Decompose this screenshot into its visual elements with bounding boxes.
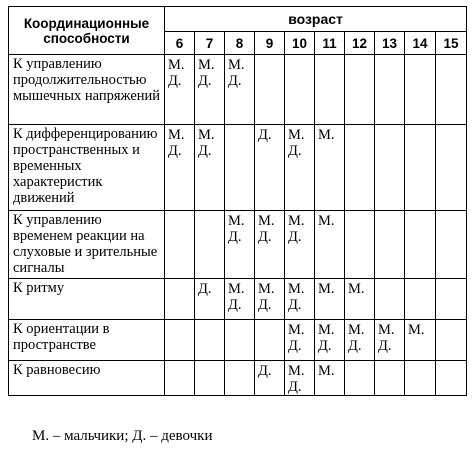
cell-mark: М.: [318, 213, 335, 229]
cell-mark: М.: [288, 363, 305, 379]
cell-mark: М.: [228, 213, 245, 229]
table-row: [9, 361, 467, 396]
age-cell: [345, 211, 375, 279]
cell-mark: М.: [318, 363, 335, 379]
header-age: возраст: [165, 7, 467, 32]
cell-mark: Д.: [258, 127, 272, 143]
cell-mark: Д.: [288, 379, 302, 395]
age-header: 8: [225, 32, 255, 55]
row-label: К управлению временем реакции на слуховые и зрительные сигналы: [9, 211, 165, 279]
age-cell: [436, 279, 467, 320]
cell-mark: Д.: [168, 143, 182, 159]
age-cell: [436, 361, 467, 396]
age-cell: [195, 320, 225, 361]
cell-mark: Д.: [288, 338, 302, 354]
age-cell: [345, 55, 375, 125]
cell-mark: М.: [288, 322, 305, 338]
age-cell: [255, 125, 285, 211]
age-cell: [165, 211, 195, 279]
age-header: 14: [405, 32, 436, 55]
age-cell: [255, 279, 285, 320]
age-cell: [315, 211, 345, 279]
legend-note: М. – мальчики; Д. – девочки: [32, 428, 213, 444]
table-row: [9, 320, 467, 361]
cell-mark: М.: [258, 281, 275, 297]
age-cell: [225, 361, 255, 396]
age-cell: [255, 320, 285, 361]
age-cell: [225, 279, 255, 320]
age-cell: [225, 320, 255, 361]
cell-mark: Д.: [258, 229, 272, 245]
age-cell: [285, 125, 315, 211]
table-row: [9, 125, 467, 211]
age-cell: [225, 125, 255, 211]
cell-mark: М.: [168, 57, 185, 73]
cell-mark: Д.: [318, 338, 332, 354]
row-label: К равновесию: [9, 361, 165, 396]
cell-mark: Д.: [288, 229, 302, 245]
cell-mark: Д.: [168, 73, 182, 89]
age-cell: [345, 279, 375, 320]
age-cell: [195, 211, 225, 279]
cell-mark: М.: [408, 322, 425, 338]
age-cell: [345, 320, 375, 361]
age-cell: [375, 55, 405, 125]
age-header: 13: [375, 32, 405, 55]
age-cell: [436, 125, 467, 211]
cell-mark: Д.: [258, 363, 272, 379]
cell-mark: М.: [318, 127, 335, 143]
age-cell: [375, 211, 405, 279]
table-body: [9, 55, 467, 396]
cell-mark: Д.: [288, 297, 302, 313]
age-cell: [285, 320, 315, 361]
age-header: 15: [436, 32, 467, 55]
cell-mark: М.: [378, 322, 395, 338]
age-cell: [255, 211, 285, 279]
age-cell: [285, 361, 315, 396]
age-cell: [375, 320, 405, 361]
cell-mark: М.: [198, 127, 215, 143]
age-cell: [405, 125, 436, 211]
age-cell: [436, 320, 467, 361]
age-cell: [315, 55, 345, 125]
age-header: 10: [285, 32, 315, 55]
header-coordination: Координационные способности: [9, 7, 165, 55]
cell-mark: Д.: [348, 338, 362, 354]
cell-mark: Д.: [288, 143, 302, 159]
age-cell: [345, 125, 375, 211]
age-cell: [195, 55, 225, 125]
cell-mark: М.: [348, 281, 365, 297]
age-cell: [375, 361, 405, 396]
cell-mark: Д.: [228, 73, 242, 89]
age-cell: [345, 361, 375, 396]
age-cell: [165, 125, 195, 211]
age-cell: [165, 361, 195, 396]
cell-mark: М.: [318, 322, 335, 338]
age-header: 12: [345, 32, 375, 55]
age-cell: [225, 211, 255, 279]
age-cell: [255, 361, 285, 396]
cell-mark: М.: [228, 57, 245, 73]
age-header: 6: [165, 32, 195, 55]
age-cell: [315, 125, 345, 211]
cell-mark: Д.: [258, 297, 272, 313]
age-cell: [225, 55, 255, 125]
age-cell: [436, 211, 467, 279]
age-cell: [165, 320, 195, 361]
age-cell: [315, 279, 345, 320]
age-cell: [285, 211, 315, 279]
cell-mark: Д.: [228, 297, 242, 313]
age-cell: [195, 361, 225, 396]
age-cell: [255, 55, 285, 125]
age-header: 11: [315, 32, 345, 55]
age-cell: [285, 55, 315, 125]
age-cell: [405, 320, 436, 361]
age-cell: [285, 279, 315, 320]
cell-mark: М.: [288, 127, 305, 143]
age-header: 7: [195, 32, 225, 55]
cell-mark: Д.: [198, 281, 212, 297]
age-cell: [195, 125, 225, 211]
cell-mark: М.: [288, 281, 305, 297]
coordination-table: [8, 6, 467, 396]
row-label: К дифференцированию пространственных и временных характеристик движений: [9, 125, 165, 211]
age-header: 9: [255, 32, 285, 55]
cell-mark: Д.: [198, 143, 212, 159]
age-cell: [436, 55, 467, 125]
age-cell: [405, 55, 436, 125]
table-row: [9, 55, 467, 125]
row-label: К управлению продолжительностью мышечных напряжений: [9, 55, 165, 125]
cell-mark: Д.: [378, 338, 392, 354]
cell-mark: М.: [228, 281, 245, 297]
cell-mark: М.: [318, 281, 335, 297]
cell-mark: М.: [198, 57, 215, 73]
age-cell: [165, 279, 195, 320]
cell-mark: М.: [258, 213, 275, 229]
table-row: [9, 279, 467, 320]
cell-mark: М.: [168, 127, 185, 143]
cell-mark: М.: [348, 322, 365, 338]
age-cell: [405, 211, 436, 279]
table-row: [9, 211, 467, 279]
cell-mark: Д.: [198, 73, 212, 89]
row-label: К ориентации в пространстве: [9, 320, 165, 361]
age-cell: [405, 279, 436, 320]
age-cell: [315, 361, 345, 396]
age-cell: [165, 55, 195, 125]
age-cell: [195, 279, 225, 320]
age-cell: [375, 125, 405, 211]
row-label: К ритму: [9, 279, 165, 320]
cell-mark: М.: [288, 213, 305, 229]
cell-mark: Д.: [228, 229, 242, 245]
age-cell: [405, 361, 436, 396]
age-cell: [375, 279, 405, 320]
age-cell: [315, 320, 345, 361]
